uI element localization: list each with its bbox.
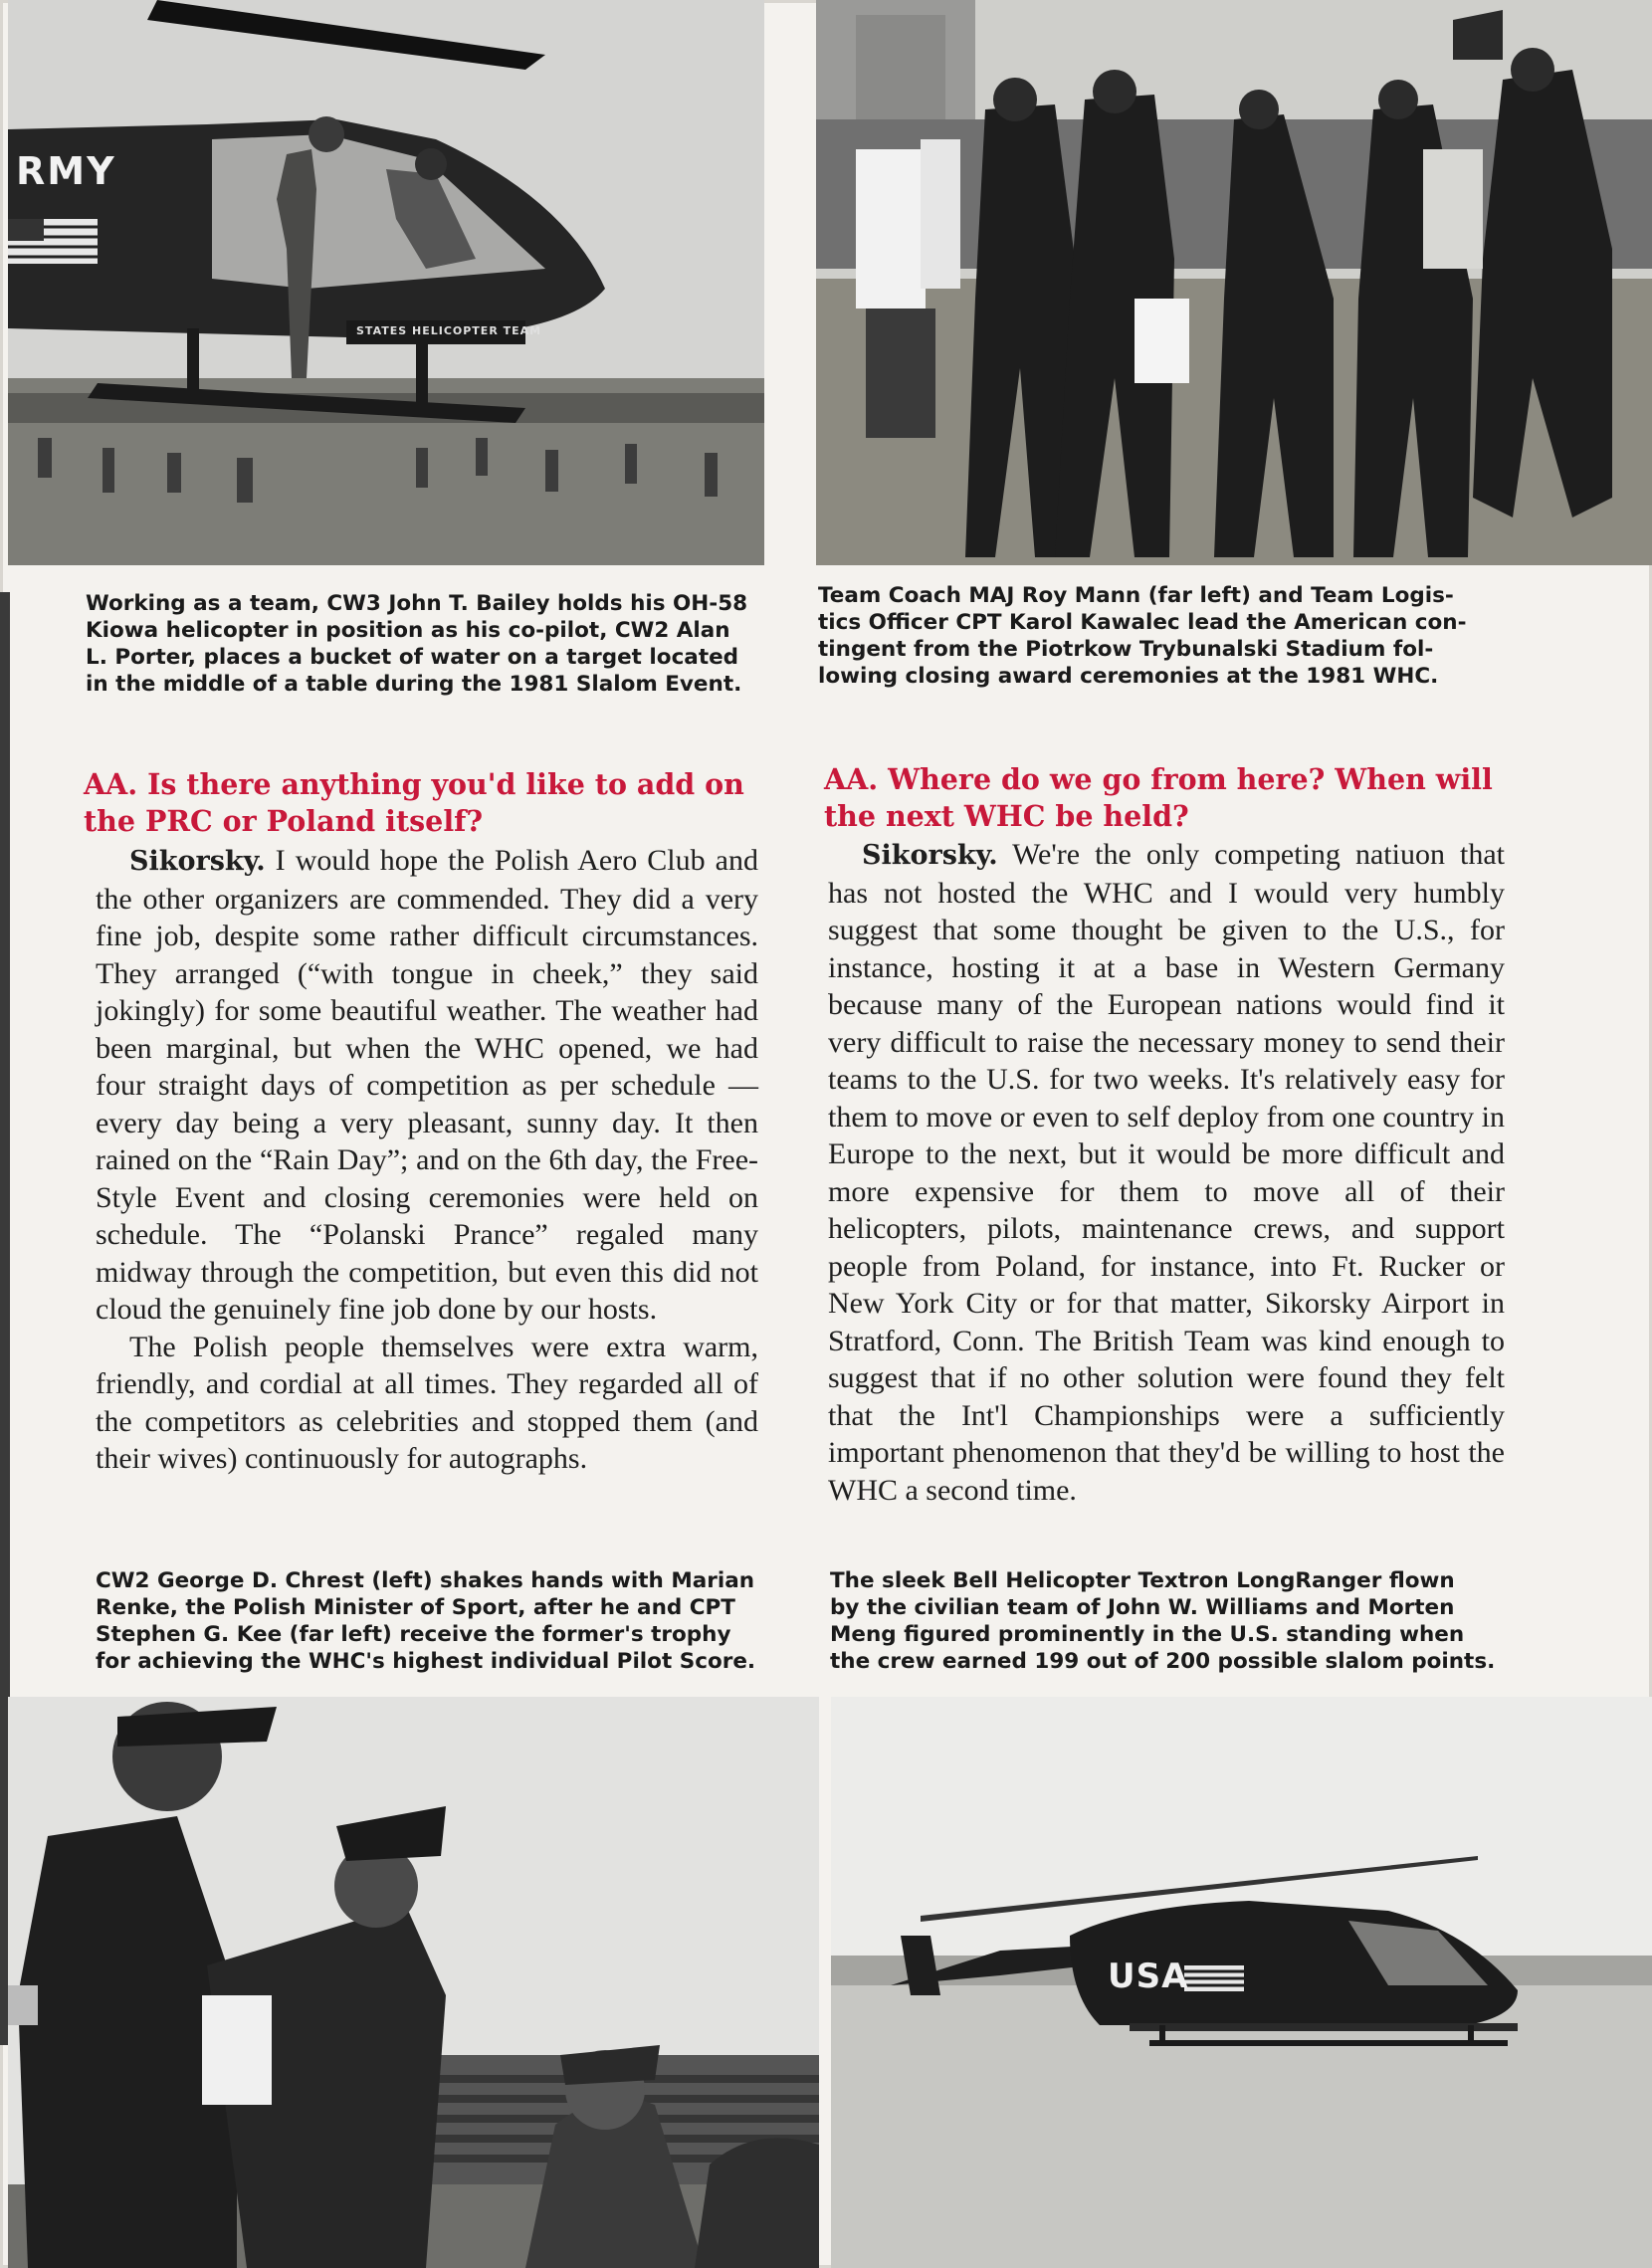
- caption-handshake: CW2 George D. Chrest (left) shakes hands with Marian Renke, the Polish Minister of Sport, after he and CPT Stephen G. Kee (far left) receive the former's trophy for achieving the WHC's highest individual Pilot Score.: [96, 1568, 756, 1674]
- left-paragraph-1: I would hope the Polish Aero Club and the other organizers are commended. They did a very fine job, despite some rather difficult circumstances. They arranged (“with tongue in cheek,” they said jokingly) for some beautiful weather. The weather had been marginal, but when the WHC opened, we had four straight days of competition as per schedule — every day being a very pleasant, sunny day. It then rained on the “Rain Day”; and on the 6th day, the Free-Style Event and closing ceremonies were held on schedule. The “Polanski Prance” regaled many midway through the competition, but even this did not cloud the genuinely fine job done by our hosts.: [96, 844, 758, 1326]
- right-speaker-label: Sikorsky.: [862, 840, 998, 871]
- left-speaker-label: Sikorsky.: [129, 846, 266, 877]
- caption-kiowa: Working as a team, CW3 John T. Bailey holds his OH-58 Kiowa helicopter in position as his co-pilot, CW2 Alan L. Porter, places a bucket of water on a target located in the middle of a table during the 1981 Slalom Event.: [86, 591, 748, 697]
- photo-trophy-handshake: [8, 1697, 819, 2268]
- left-paragraph-2: The Polish people themselves were extra warm, friendly, and cordial at all times. They regarded all of the competitors as celebrities and stopped them (and their wives) continuously for autographs.: [96, 1330, 758, 1475]
- caption-longranger: The sleek Bell Helicopter Textron LongRanger flown by the civilian team of John W. Williams and Morten Meng figured prominently in the U.S. standing when the crew earned 199 out of 200 possible slalom points.: [830, 1568, 1496, 1674]
- right-paragraph-1: We're the only competing natiuon that has not hosted the WHC and I would very humbly suggest that some thought be given to the U.S., for instance, hosting it at a base in Western Germany because many of the European nations would find it very difficult to raise the necessary money to send their teams to the U.S. for two weeks. It's relatively easy for them to move or even to self deploy from one country in Europe to the next, but it would be more difficult and more expensive for them to move all of their helicopters, pilots, maintenance crews, and support people from Poland, for instance, into Ft. Rucker or New York City or for that matter, Sikorsky Airport in Stratford, Conn. The British Team was kind enough to suggest that if no other solution were found they felt that the Int'l Championships were a sufficiently important phenomenon that they'd be willing to host the WHC a second time.: [828, 838, 1505, 1507]
- photo-longranger-helicopter: [831, 1697, 1652, 2268]
- right-question-heading: AA. Where do we go from here? When will the next WHC be held?: [824, 762, 1493, 833]
- caption-parade: Team Coach MAJ Roy Mann (far left) and Team Logis- tics Officer CPT Karol Kawalec lead the American con- tingent from the Piotrkow Trybunalski Stadium fol- lowing closing award ceremonies at the 1981 WHC.: [818, 583, 1467, 689]
- army-lettering: RMY: [16, 149, 116, 193]
- photo-team-parade: [816, 0, 1652, 565]
- left-column-body: [96, 842, 758, 1478]
- usa-lettering: USA: [1108, 1957, 1189, 1996]
- left-question-heading: AA. Is there anything you'd like to add on the PRC or Poland itself?: [84, 767, 744, 838]
- right-column-body: [828, 836, 1505, 1509]
- team-band-lettering: STATES HELICOPTER TEAM: [356, 324, 542, 337]
- photo-kiowa-helicopter: [8, 0, 764, 565]
